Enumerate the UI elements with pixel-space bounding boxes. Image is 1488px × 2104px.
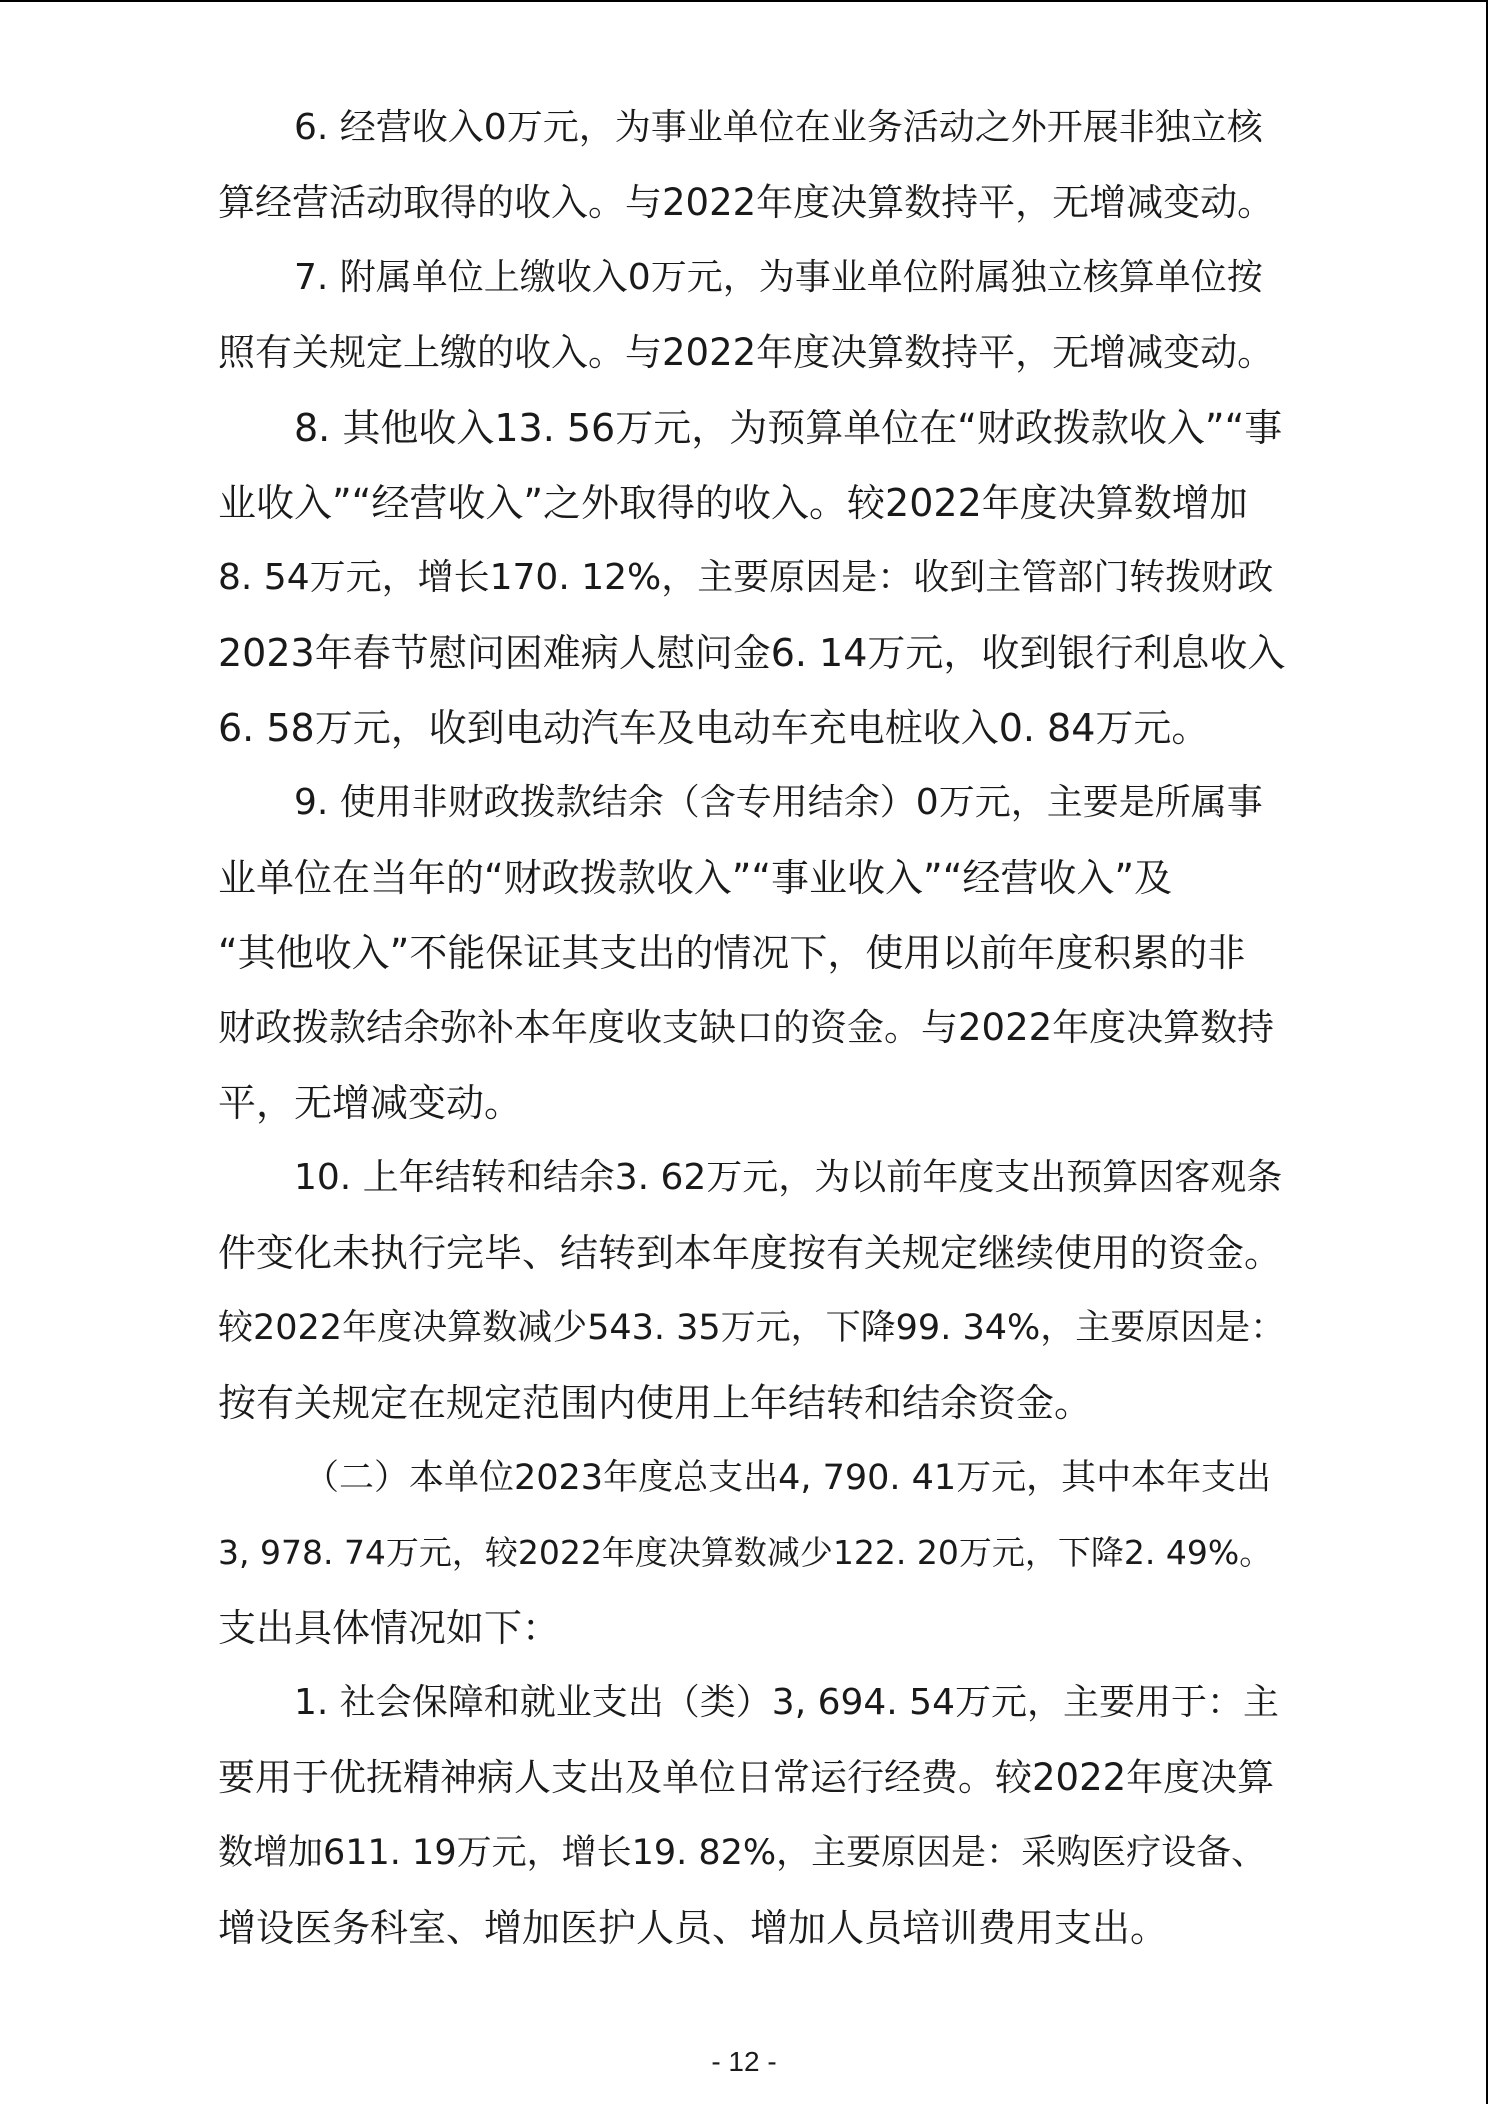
- text-line: 算经营活动取得的收入。与2022年度决算数持平，无增减变动。: [218, 181, 1275, 224]
- text-line: “其他收入”不能保证其支出的情况下，使用以前年度积累的非: [218, 931, 1246, 975]
- text-line: 较2022年度决算数减少543. 35万元，下降99. 34%，主要原因是：: [218, 1308, 1286, 1348]
- text-line: 件变化未执行完毕、结转到本年度按有关规定继续使用的资金。: [218, 1231, 1283, 1275]
- text-line: 支出具体情况如下：: [218, 1606, 561, 1650]
- text-line: 3, 978. 74万元，较2022年度决算数减少122. 20万元，下降2. 49%。: [218, 1533, 1273, 1572]
- text-line: 照有关规定上缴的收入。与2022年度决算数持平，无增减变动。: [218, 331, 1275, 374]
- text-line: 平，无增减变动。: [218, 1081, 523, 1125]
- text-line: 8. 其他收入13. 56万元，为预算单位在“财政拨款收入”“事: [294, 406, 1283, 450]
- text-line: 要用于优抚精神病人支出及单位日常运行经费。较2022年度决算: [218, 1756, 1275, 1799]
- text-line: 数增加611. 19万元，增长19. 82%，主要原因是：采购医疗设备、: [218, 1833, 1267, 1873]
- document-body: [218, 100, 1288, 1975]
- text-line: （二）本单位2023年度总支出4, 790. 41万元，其中本年支出: [304, 1458, 1272, 1498]
- text-line: 8. 54万元，增长170. 12%，主要原因是：收到主管部门转拨财政: [218, 557, 1274, 598]
- text-line: 9. 使用非财政拨款结余（含专用结余）0万元，主要是所属事: [294, 782, 1263, 823]
- page-number: - 12 -: [711, 2046, 777, 2077]
- text-line: 7. 附属单位上缴收入0万元，为事业单位附属独立核算单位按: [294, 257, 1263, 298]
- text-line: 6. 58万元，收到电动汽车及电动车充电桩收入0. 84万元。: [218, 706, 1210, 750]
- text-line: 1. 社会保障和就业支出（类）3, 694. 54万元，主要用于：主: [294, 1682, 1279, 1723]
- text-line: 按有关规定在规定范围内使用上年结转和结余资金。: [218, 1381, 1093, 1425]
- text-line: 业单位在当年的“财政拨款收入”“事业收入”“经营收入”及: [218, 856, 1173, 900]
- text-line: 增设医务科室、增加医护人员、增加人员培训费用支出。: [218, 1906, 1169, 1950]
- text-line: 2023年春节慰问困难病人慰问金6. 14万元，收到银行利息收入: [218, 631, 1286, 675]
- text-line: 10. 上年结转和结余3. 62万元，为以前年度支出预算因客观条: [294, 1157, 1283, 1198]
- text-line: 6. 经营收入0万元，为事业单位在业务活动之外开展非独立核: [294, 107, 1263, 148]
- text-line: 财政拨款结余弥补本年度收支缺口的资金。与2022年度决算数持: [218, 1006, 1275, 1049]
- text-line: 业收入”“经营收入”之外取得的收入。较2022年度决算数增加: [218, 481, 1248, 525]
